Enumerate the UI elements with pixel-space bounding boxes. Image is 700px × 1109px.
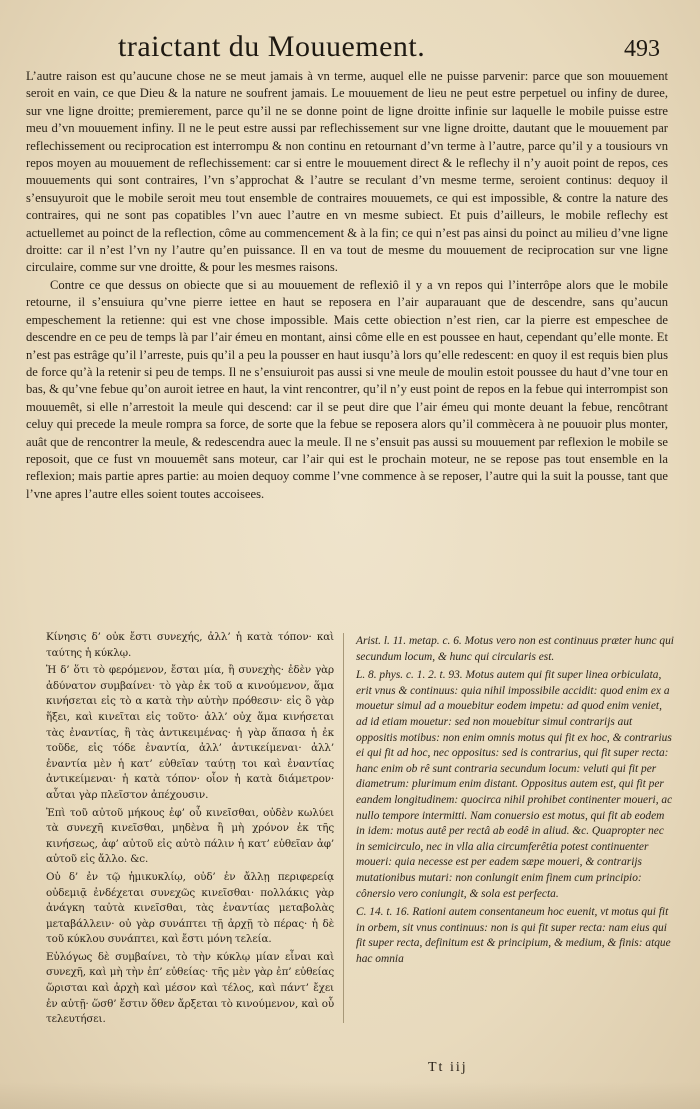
greek-passage: Κίνησις δ’ οὐκ ἔστι συνεχής, ἀλλ’ ἡ κατὰ τόπον· καὶ ταύτης ἡ κύκλῳ. [46,631,334,659]
running-title: traictant du Mouuement. [118,30,426,63]
page-header [118,30,678,70]
signature-mark: Tt iij [428,1060,468,1075]
page-edge-shadow [0,1082,700,1109]
column-divider [343,633,344,1023]
paragraph: L’autre raison est qu’aucune chose ne se meut jamais à vn terme, auquel elle ne puisse parvenir: parce que son mouuement seroit en vain, ce que Dieu & la nature ne soufrent jamais. Le mouuement de lieu ne peut estre perpetuel ou infiny de duree, sur vne ligne droitte; premierement, parce qu’il ne se donne point de ligne droitte infinie sur laquelle le mobile puisse estre meu d’vn mouuement infiny. Il ne le peut estre aussi par reflechissement sur vne ligne droitte, dautant que le mouuement par reflechissement ou reciprocation est interrompu & non continu en retournant d’vn terme à l’autre, parce qu’il y a tousiours vn repos moyen au mouuement de reflechissement: car si entre le mouuement direct & le reflechy il n’y auoit point de repos, ces mouuements qui sont contraires, l’vn s’approchat & l’autre se reculant d’vn mesme terme, seroient continus: dequoy il s’ensuyuroit que le mobile seroit meu tout ensemble de contraires mouuemets, ce qui est impossible, & contre la nature des contraires, qui ne sont pas copatibles l’vn auec l’autre en vn mesme subiect. Et puis d’ailleurs, le mobile reflechy est actuellemet au poinct de la reflection, côme au commencement & à la fin; ce qui n’est pas ainsi du poinct au milieu d’vne ligne droitte: car il n’est l’vn ny l’autre qu’en puissance. Il en va tout de mesme du mouuement de reciprocation sur vne ligne circulaire, comme sur vne droitte, & pour les mesmes raisons. [26,69,668,275]
page-number: 493 [624,36,660,62]
greek-passage: Ἐπὶ τοῦ αὐτοῦ μήκους ἐφ’ οὗ κινεῖσθαι, οὐδὲν κωλύει τὰ συνεχῆ κινεῖσθαι, μηδὲνα ἢ μὴ χρόνον ἐκ τῆς κινήσεως, ἀφ’ αὑτοῦ εἰς αὐτὸ πάλιν ἡ κατ’ εὐθεῖαν ἀφ’ αὑτοῦ εἰς ἄλλο. &c. [46,806,334,866]
greek-quotation-column [46,630,334,1030]
latin-passage: Arist. l. 11. metap. c. 6. Motus vero non est continuus præter hunc qui secundum locum, & hunc qui circularis est. [356,635,674,663]
latin-passage: C. 14. t. 16. Rationi autem consentaneum hoc euenit, vt motus qui fit in orbem, sit vnus continuus: non is qui fit super recta: nam eius qui fit super recta, definitum est & principium, & medium, & finis: atque hac omnia [356,906,671,965]
latin-quotation-column [356,634,674,970]
greek-passage: Οὐ δ’ ἐν τῷ ἡμικυκλίῳ, οὐδ’ ἐν ἄλλῃ περιφερείᾳ οὐδεμιᾷ ἐνδέχεται συνεχῶς κινεῖσθαι· πολλάκις γὰρ ἀνάγκη ταὐτὰ κινεῖσθαι, τὰς ἐναντίας μεταβολὰς μεταβάλλειν· οὐ γὰρ συνάπτει τῇ ἀρχῇ τὸ πέρας· ἡ δὲ τοῦ κύκλου συνάπτει, καὶ ἔστι μόνη τελεία. [46,870,334,946]
greek-passage: Ἡ δ’ ὅτι τὸ φερόμενον, ἔσται μία, ἢ συνεχὴς· ἐδὲν γὰρ ἀδύνατον συμβαίνει· τὸ γὰρ ἐκ τοῦ α κινούμενον, ἅμα κινήσεται εἰς τὸ α κατὰ τὴν αὐτὴν πρόθεσιν· εἰς ὃ γὰρ ἥξει, καὶ κινεῖται εἰς τοῦτο· ἀλλ’ οὐχ ἅμα κινήσεται τὰς ἐναντίας, ἢ τὰς ἀντικειμένας· ἡ γὰρ ἅπασα ἡ ἐκ τοῦδε, εἰς τόδε ἐναντία, ἀλλ’ ἀντικείμεναι· ἀλλ’ ἐναντία μὲν ἡ κατ’ εὐθεῖαν ταύτῃ τοι καὶ ἐναντίας ἀντικείμεναι· ἡ κατὰ τόπον· οἷον ἡ κατὰ διάμετρον· αὗται γὰρ πλεῖστον ἀπέχουσιν. [46,664,334,801]
main-text-block [26,68,668,503]
latin-passage: L. 8. phys. c. 1. 2. t. 93. Motus autem qui fit super linea orbiculata, erit vnus & continuus: quia nihil impossibile accidit: quod enim ex a mouetur simul ad a mouebitur eodem impetu: ad quod enim veniet, ad id etiam mouetur: sed non mouebitur simul contrarijs aut oppositis motibus: non enim omnis motus qui fit ex hoc, & contrarius ei qui fit ad hoc, nec oppositus: sed is contrarius, qui fit super recta: hanc enim ob rê sunt contraria secundum locum: veluti qui fit per diametrum: plurimum enim distant. Oppositus autem est, qui fit per eandem longitudinem: quocirca nihil prohibet continenter moueri, ac nullo tempore intermitti. Nam conuersio est motus, qui fit ab eodem in idem: motus autê per rectâ ab eodê in aliud. &c. Quapropter nec in semicirculo, nec in vlla alia circumferêtia potest continuenter moueri: quia necesse est per eadem sæpe moueri, & contrarijs mutationibus mutari: non conlungit enim finem cum principio: cônersio vero coniungit, & sola est perfecta. [356,669,673,900]
paragraph: Contre ce que dessus on obiecte que si au mouuement de reflexiô il y a vn repos qui l’interrôpe alors que le mobile retourne, il s’ensuiura qu’vne pierre iettee en haut se reposera en l’air auparauant que de descendre, sans qu’aucun empeschement la retienne: qui est vne chose impossible. Mais cette obiection n’est rien, car la pierre est empeschee de descendre en ce peu de temps là par l’air émeu en montant, ainsi côme elle en est poussee en haut, cependant qu’elle monte. Et n’est pas estrâge qu’il l’arreste, puis qu’il a peu la pousser en haut iusqu’à lors qu’elle redescent: en quoy il est requis bien plus de force qu’à la retenir si peu de temps. Il ne s’ensuiuroit pas aussi si vne meule de moulin estoit poussee du haut d’vne tour en bas, & qu’vne febue qu’on auroit ietree en haut, la vint rencontrer, qu’il n’y eust point de repos en la febue qui interrompist son mouuemêt, si elle n’arrestoit la meule qui descend: car il se peut dire que l’air émeu qui monte deuant la febue, rencôtrant celuy qui precede la meule rompra sa force, de sorte que la febue se reposera alors qu’il commècera à ne pouuoir plus monter, auât que de rencontrer la meule, & redescendra auec la meule. Il ne s’ensuit pas aussi su mouuement par reflexion le mobile se reposoit, que ce fust vn mouuemêt sans moteur, car l’air qui est le prochain moteur, ne se repose pas tout ensemble en la reflexion; mais partie apres partie: au moien dequoy comme l’vne commence à se reposer, l’autre qui la suit la pousse, tant que l’vne apres l’autre elles soient toutes accoisees. [26,277,668,501]
greek-passage: Εὐλόγως δὲ συμβαίνει, τὸ τὴν κύκλῳ μίαν εἶναι καὶ συνεχῆ, καὶ μὴ τὴν ἐπ’ εὐθείας· τῆς μὲν γὰρ ἐπ’ εὐθείας ὥρισται καὶ ἀρχὴ καὶ μέσον καὶ τέλος, καὶ πάντ’ ἔχει ἐν αὑτῇ· ὥσθ’ ἔστιν ὅθεν ἄρξεται τὸ κινούμενον, καὶ οὗ τελευτήσει. [46,950,334,1026]
